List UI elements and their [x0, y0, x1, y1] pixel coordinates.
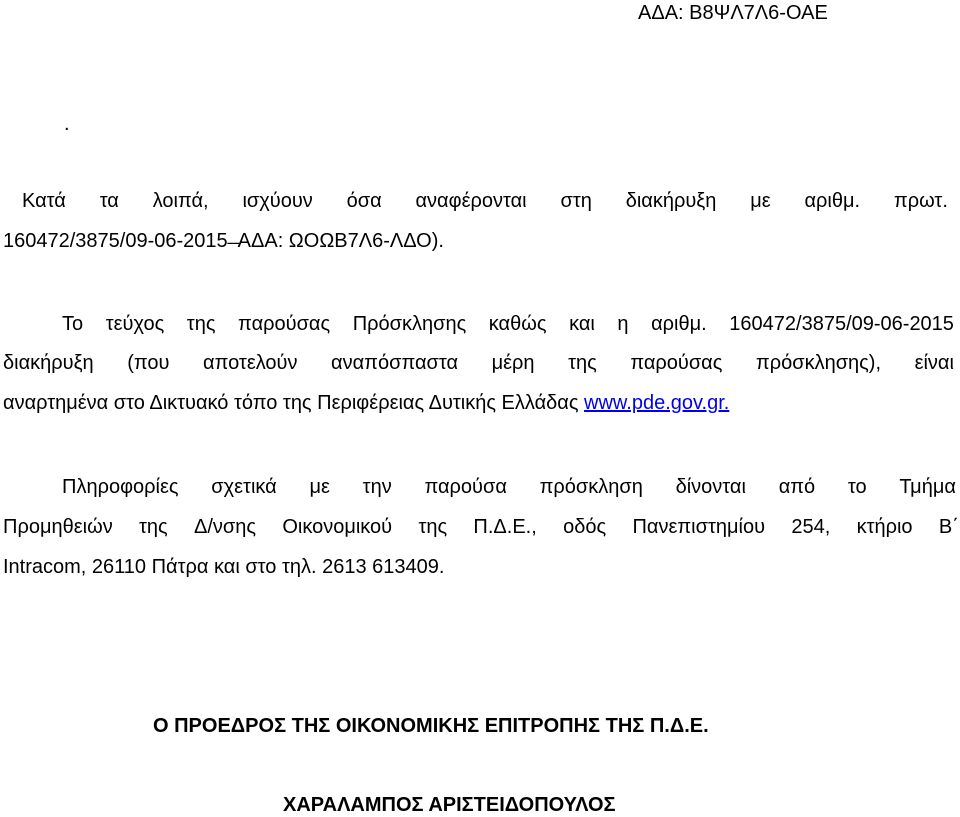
word: Δ/νσης	[193, 516, 257, 538]
word: με	[309, 476, 330, 498]
word: οδός	[563, 516, 607, 538]
paragraph2-line3	[3, 393, 729, 413]
website-link[interactable]: www.pde.gov.gr.	[584, 392, 730, 414]
word: τα	[99, 190, 119, 212]
word: ισχύουν	[242, 190, 313, 212]
paragraph3-line1	[62, 477, 956, 497]
stray-dot: .	[64, 113, 70, 135]
word: το	[847, 476, 867, 498]
word: πρωτ.	[893, 190, 948, 212]
word: παρούσας	[238, 313, 331, 335]
word: είναι	[914, 352, 954, 374]
word: αποτελούν	[203, 352, 298, 374]
word: αναφέρονται	[415, 190, 527, 212]
paragraph3-line3: Intracom, 26110 Πάτρα και στο τηλ. 2613 613409.	[3, 556, 445, 578]
word: πρόσκληση	[539, 476, 643, 498]
paragraph1-line1	[22, 191, 948, 211]
signatory-name: ΧΑΡΑΛΑΜΠΟΣ ΑΡΙΣΤΕΙΔΟΠΟΥΛΟΣ	[283, 794, 616, 816]
paragraph2-line3-text: αναρτημένα στο Δικτυακό τόπο της Περιφέρειας Δυτικής Ελλάδας	[3, 392, 585, 414]
word: σχετικά	[211, 476, 277, 498]
word: Προμηθειών	[3, 516, 113, 538]
word: την	[362, 476, 392, 498]
word: αριθμ.	[804, 190, 861, 212]
word: πρόσκλησης),	[755, 352, 882, 374]
word: Πληροφορίες	[62, 476, 179, 498]
word: Β΄	[938, 516, 959, 538]
word: η	[617, 313, 629, 335]
word: 254,	[791, 516, 831, 538]
word: κτήριο	[856, 516, 913, 538]
word: της	[568, 352, 597, 374]
word: διακήρυξη	[625, 190, 717, 212]
word: καθώς	[488, 313, 547, 335]
word: Π.Δ.Ε.,	[473, 516, 537, 538]
paragraph2-line1	[62, 314, 954, 334]
word: της	[418, 516, 448, 538]
ada-header: ΑΔΑ: Β8ΨΛ7Λ6-ΟΑΕ	[638, 2, 828, 24]
word: δίνονται	[675, 476, 746, 498]
word: (που	[127, 352, 170, 374]
word: αναπόσπαστα	[331, 352, 459, 374]
word: της	[139, 516, 168, 538]
word: Κατά	[22, 190, 66, 212]
word: Το	[62, 313, 84, 335]
word: παρούσα	[424, 476, 507, 498]
word: Οικονομικού	[282, 516, 393, 538]
word: παρούσας	[630, 352, 723, 374]
paragraph3-line2	[3, 517, 959, 537]
word: λοιπά,	[152, 190, 209, 212]
word: από	[778, 476, 816, 498]
word: διακήρυξη	[3, 352, 94, 374]
paragraph2-line2	[3, 353, 954, 373]
word: με	[750, 190, 771, 212]
word: στη	[560, 190, 592, 212]
word: Πανεπιστημίου	[632, 516, 766, 538]
signature-title: Ο ΠΡΟΕΔΡΟΣ ΤΗΣ ΟΙΚΟΝΟΜΙΚΗΣ ΕΠΙΤΡΟΠΗΣ ΤΗΣ Π.Δ.Ε.	[153, 715, 709, 737]
word: τεύχος	[105, 313, 165, 335]
paragraph1-line2: 160472/3875/09-06-2015 ̶ ΑΔΑ: ΩΟΩΒ7Λ6-ΛΔΟ).	[3, 230, 444, 252]
word: και	[569, 313, 595, 335]
word: της	[186, 313, 216, 335]
word: 160472/3875/09-06-2015	[729, 313, 954, 335]
word: μέρη	[491, 352, 535, 374]
word: Τμήμα	[899, 476, 956, 498]
word: όσα	[346, 190, 382, 212]
word: αριθμ.	[651, 313, 707, 335]
word: Πρόσκλησης	[352, 313, 467, 335]
